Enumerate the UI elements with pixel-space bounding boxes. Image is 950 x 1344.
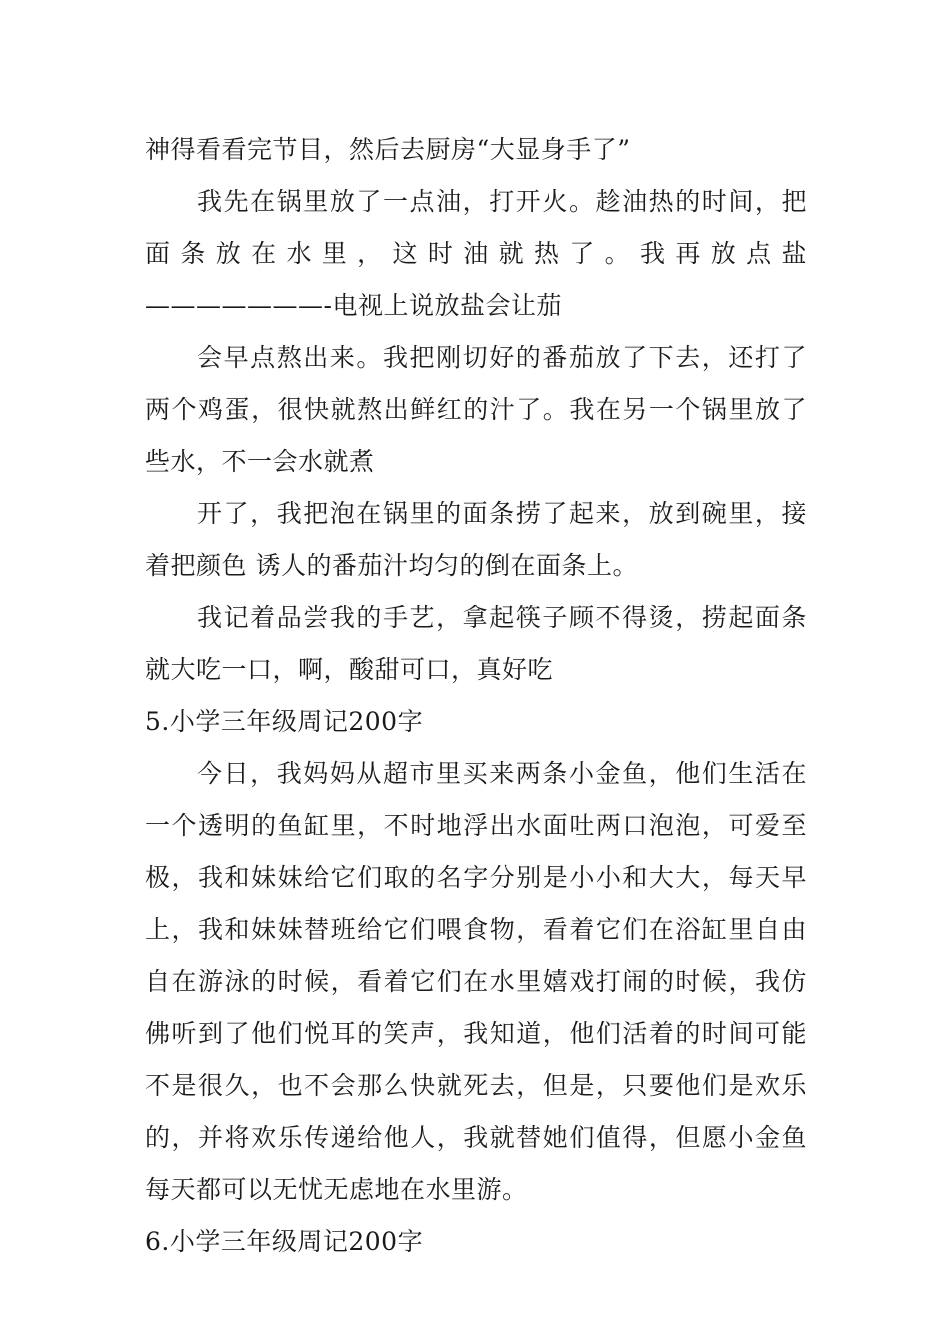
paragraph-1: 神得看看完节目，然后去厨房“大显身手了” <box>145 135 631 164</box>
document-body <box>145 124 807 1268</box>
paragraph-4: 开了，我把泡在锅里的面条捞了起来，放到碗里，接着把颜色 诱人的番茄汁均匀的倒在面条上。 <box>145 499 807 580</box>
paragraph-2: 我先在锅里放了一点油，打开火。趁油热的时间，把面条放在水里，这时油就热了。我再放点盐———————-电视上说放盐会让茄 <box>145 187 807 320</box>
section-heading-5: 5.小学三年级周记200字 <box>145 707 424 736</box>
paragraph-6: 今日，我妈妈从超市里买来两条小金鱼，他们生活在一个透明的鱼缸里，不时地浮出水面吐两口泡泡，可爱至极，我和妹妹给它们取的名字分别是小小和大大，每天早上，我和妹妹替班给它们喂食物，看着它们在浴缸里自由自在游泳的时候，看着它们在水里嬉戏打闹的时候，我仿佛听到了他们悦耳的笑声，我知道，他们活着的时间可能不是很久，也不会那么快就死去，但是，只要他们是欢乐的，并将欢乐传递给他人，我就替她们值得，但愿小金鱼每天都可以无忧无虑地在水里游。 <box>145 759 807 1204</box>
section-heading-6: 6.小学三年级周记200字 <box>145 1227 424 1256</box>
paragraph-5: 我记着品尝我的手艺，拿起筷子顾不得烫，捞起面条就大吃一口，啊，酸甜可口，真好吃 <box>145 603 807 684</box>
paragraph-3: 会早点熬出来。我把刚切好的番茄放了下去，还打了两个鸡蛋，很快就熬出鲜红的汁了。我在另一个锅里放了些水，不一会水就煮 <box>145 343 807 476</box>
